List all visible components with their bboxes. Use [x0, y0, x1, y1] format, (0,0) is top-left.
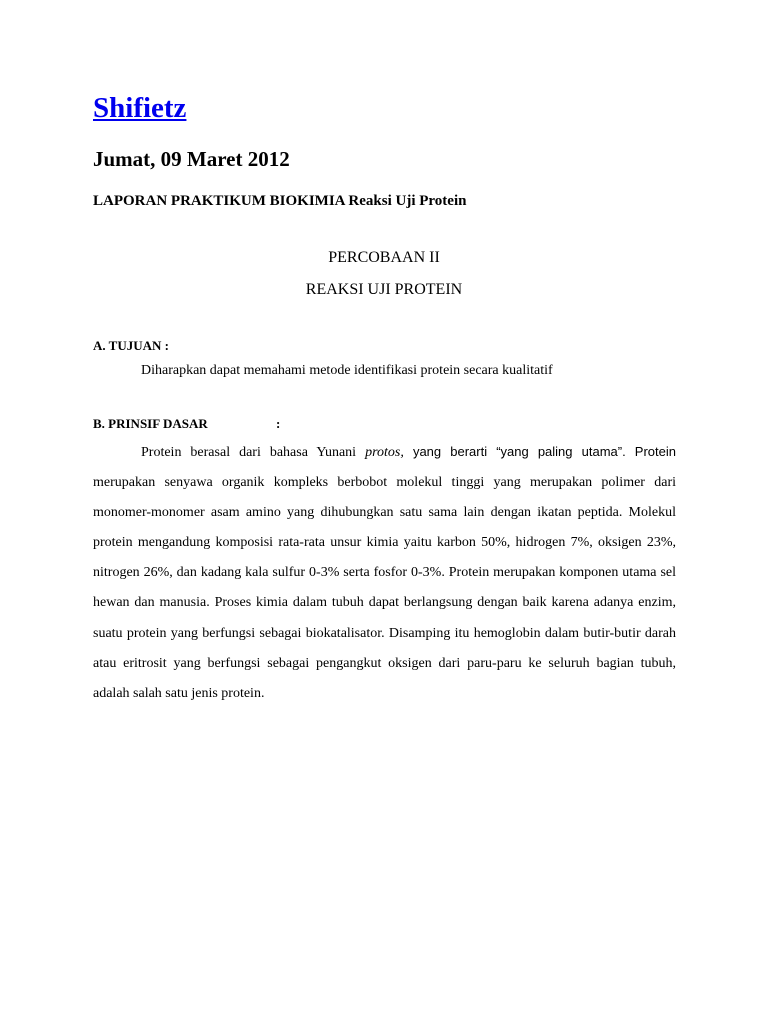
experiment-number-heading: PERCOBAAN II — [328, 249, 440, 266]
post-date: Jumat, 09 Maret 2012 — [93, 147, 290, 171]
section-b-label: B. PRINSIF DASAR — [93, 416, 208, 431]
experiment-title-heading: REAKSI UJI PROTEIN — [305, 281, 463, 298]
section-a-text: Diharapkan dapat memahami metode identifikasi protein secara kualitatif — [141, 363, 553, 378]
section-a-label: A. TUJUAN : — [93, 338, 169, 353]
paragraph-text-rest: merupakan senyawa organik kompleks berbobot molekul tinggi yang merupakan polimer dari monomer-monomer asam amino yang dihubungkan satu sama lain dengan ikatan peptida. Molekul protein mengandung komposisi rata-rata unsur kimia yaitu karbon 50%, hidrogen 7%, oksigen 23%, nitrogen 26%, dan kadang kala sulfur 0-3% serta fosfor 0-3%. Protein merupakan komponen utama sel hewan dan manusia. Proses kimia dalam tubuh dapat berlangsung dengan baik karena adanya enzim, suatu protein yang berfungsi sebagai biokatalisator. Disamping itu hemoglobin dalam butir-butir darah atau eritrosit yang berfungsi sebagai pengangkut oksigen dari paru-paru ke seluruh bagian tubuh, adalah salah satu jenis protein. — [93, 475, 676, 701]
section-b-colon: : — [276, 416, 281, 431]
blog-title-link[interactable]: Shifietz — [93, 92, 187, 124]
post-title: LAPORAN PRAKTIKUM BIOKIMIA Reaksi Uji Protein — [93, 193, 467, 209]
section-b-paragraph — [93, 437, 676, 709]
paragraph-text-sans: yang berarti “yang paling utama”. Protein — [403, 444, 676, 459]
paragraph-italic-term: protos, — [365, 445, 404, 460]
paragraph-text-start: Protein berasal dari bahasa Yunani — [141, 445, 366, 460]
